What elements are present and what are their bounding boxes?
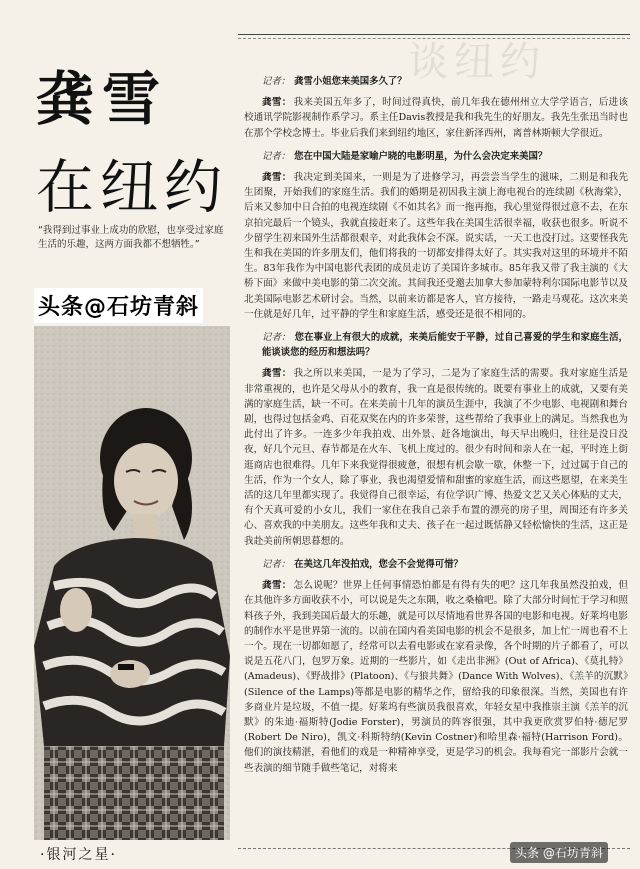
article-title: 龚雪: [36, 65, 169, 133]
faded-deco-title: 谈纽约: [408, 40, 546, 84]
question-text: 在美这几年没拍戏，您会不会觉得可惜？: [294, 558, 463, 570]
interview-question: [244, 557, 628, 572]
interview-article: [244, 66, 628, 776]
portrait-illustration: [34, 326, 230, 840]
question-text: 您在事业上有很大的成就，来美后能安于平静，过自己喜爱的学生和家庭生活，能谈谈您的经历和想法吗？: [262, 332, 628, 359]
answer-text: 我来美国五年多了，时间过得真快，前几年我在德州州立大学学语言，后进该校通讯学院影视制作系学习。系主任Davis教授是我和我先生的好朋友。我先生张迅当时也在那个学校念博士。毕业后我们来到纽约地区，家住新泽西州，离普林斯顿大学很近。: [244, 97, 629, 139]
speaker-label: 龚雪：: [262, 368, 292, 380]
interview-answer: [244, 95, 628, 141]
question-text: 龚雪小姐您来美国多久了？: [294, 76, 407, 87]
top-rule: [238, 34, 630, 35]
interview-answer: [244, 170, 628, 322]
reporter-label: 记者：: [262, 76, 291, 87]
pull-quote: “我得到过事业上成功的欣慰，也享受过家庭生活的乐趣，这两方面我都不想牺牲。”: [38, 225, 224, 250]
top-rule-dashed: [238, 38, 630, 39]
answer-text: 我之所以来美国，一是为了学习，二是为了家庭生活的需要。我对家庭生活是非常重视的，也许是父母从小的教育，我一直是很传统的。既要有事业上的成就，又要有美满的家庭生活，缺一不可。在来美前十几年的演员生涯中，我演了不少电影、电视剧和舞台剧，也得过包括金鸡、百花双奖在内的许多荣誉，这些帮给了我事业上的满足。当然我也为此付出了许多。一连多少年我拍戏、出外景、赶各地演出，每天早出晚归，往往是没日没夜，好几个元旦、春节都是在火车、飞机上度过的。很少有时间和亲人在一起，平时连上街逛商店也很难得。几年下来我觉得很疲惫，很想有机会歇一歇，休整一下，过过属于自己的生活，作为一个女人，除了事业，我也渴望爱情和甜蜜的家庭生活，而这些愿望，在来美生活的这几年里都实现了。我觉得自己很幸运，有位学识广博、热爱文艺又关心体贴的丈夫，有个天真可爱的小女儿，我们一家住在我自己亲手布置的漂亮的房子里，周围还有许多关心、喜欢我的中美朋友。这些年我和丈夫、孩子在一起过既恬静又轻松愉快的生活，这正是我赴美前所朝思暮想的。: [244, 368, 629, 547]
answer-text: 怎么说呢？世界上任何事情恐怕都是有得有失的吧？这几年我虽然没拍戏，但在其他许多方面收获不小，可以说是失之东隅，收之桑榆吧。除了大部分时间忙于学习和照料孩子外，我到美国后最大的乐趣，就是可以尽情地看世界各国的电影和电视。好莱坞电影的制作水平是世界第一流的。以前在国内看美国电影的机会不是很多，加上忙一周也看不上一个。现在一切都如愿了，经常可以去看电影或在家看录像，各个时期的片子都看了，可以说是五花八门，包罗万象。近期的一些影片，如《走出非洲》(Out of Africa)、《莫扎特》(Amadeus)、《野战排》(Platoon)、《与狼共舞》(Dance With Wolves)、《羔羊的沉默》(Silence of the Lamps)等都是电影的精华之作，留给我的印象很深。当然，美国也有许多商业片是垃圾，不值一提。好莱坞有些演员我很喜欢，年轻女星中我推崇主演《羔羊的沉默》的朱迪·福斯特(Jodie Forster)，男演员的阵容很强，其中我更欣赏罗伯特·德尼罗(Robert De Niro)，凯文·科斯特纳(Kevin Costner)和哈里森·福特(Harrison Ford)。他们的演技精湛，看他们的戏是一种精神享受，更是学习的机会。我每看完一部影片会就一些表演的细节随手做些笔记，对将来: [244, 580, 629, 774]
reporter-label: 记者：: [262, 332, 291, 344]
question-text: 您在中国大陆是家喻户晓的电影明星，为什么会决定来美国？: [294, 150, 548, 162]
watermark-bottom: 头条 @石坊青斜: [510, 842, 608, 863]
interview-answer: [244, 366, 628, 548]
answer-text: 我决定到美国来，一则是为了进修学习，再尝尝当学生的滋味，二则是和我先生团聚，开始我们的家庭生活。我们的婚期是初因我主演上海电视台的连续剧《秋海棠》，后来又参加中日合拍的电视连续剧《不如其名》而一拖再拖，我心里觉得很过意不去，在东京拍完最后一个镜头，我就直接赶来了。这些年我在美国生活很幸福，收获也很多。听说不少留学生初来国外生活都很艰辛，对此我体会不深。说实话，一天工也没打过。这要怪我先生和我在美国的许多朋友们，他们将我的一切都安排得太好了。其实我对这里的环境并不陌生。83年我作为中国电影代表团的成员走访了美国许多城市。85年我又带了我主演的《大桥下面》来做中美电影的第二次交流。其间我还受邀去加拿大参加蒙特利尔国际电影节以及北美国际电影艺术研讨会。当然，以前来访都是客人，官方接待，一路走马观花。这次来美一住就是好几年，过平静的学生和家庭生活，感受还是很不相同的。: [244, 172, 629, 320]
article-subtitle: 在纽约: [36, 153, 229, 221]
speaker-label: 龚雪：: [262, 172, 292, 184]
portrait-photo: [34, 326, 230, 840]
watermark-top: 头条@石坊青斜: [34, 288, 203, 323]
interview-question: [244, 149, 628, 164]
reporter-label: 记者：: [262, 150, 291, 162]
speaker-label: 龚雪：: [262, 580, 292, 592]
interview-question: [244, 74, 628, 89]
reporter-label: 记者：: [262, 558, 291, 570]
speaker-label: 龚雪：: [262, 97, 292, 109]
interview-question: [244, 330, 628, 360]
magazine-column-label: ·银河之星·: [40, 847, 117, 863]
interview-answer: [244, 578, 628, 776]
